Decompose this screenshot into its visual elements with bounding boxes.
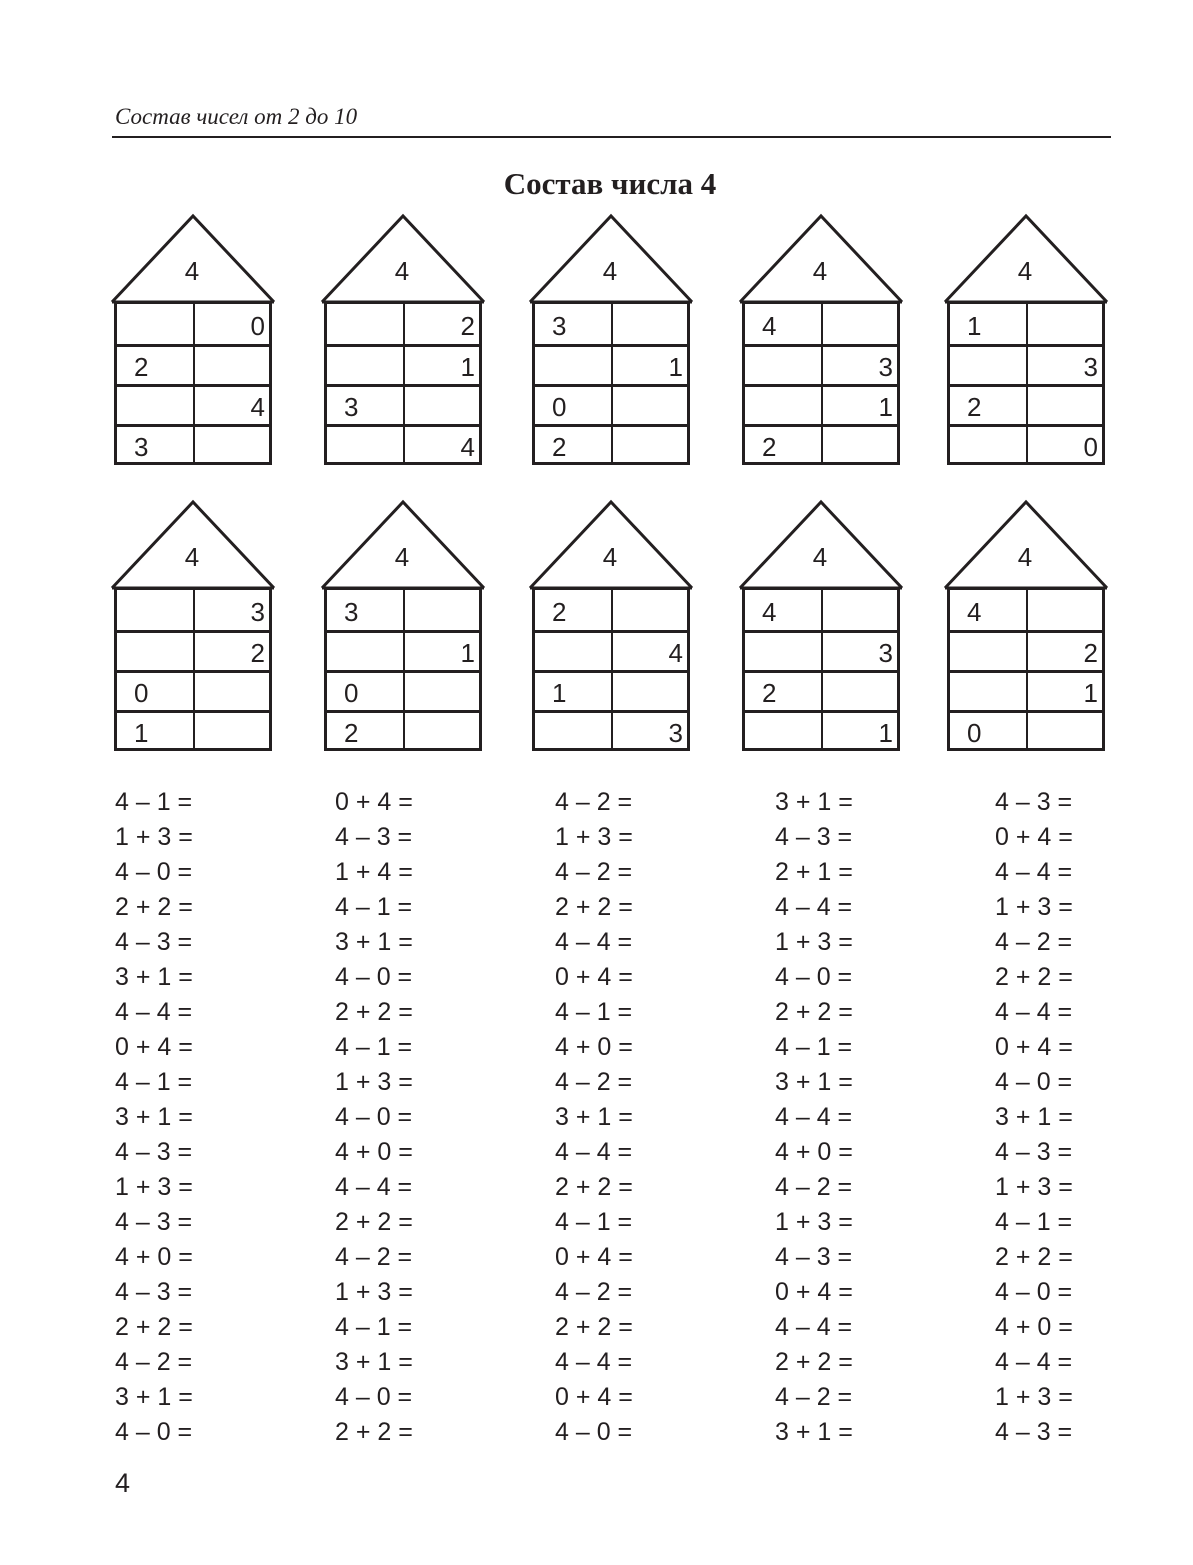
number-house bbox=[110, 500, 274, 756]
equation: 2 + 2 = bbox=[775, 998, 853, 1026]
equation: 4 – 1 = bbox=[335, 893, 413, 921]
equation: 4 – 4 = bbox=[995, 858, 1073, 886]
equation: 4 – 1 = bbox=[555, 1208, 633, 1236]
cell-right: 2 bbox=[460, 311, 475, 341]
equation: 1 + 3 = bbox=[995, 893, 1073, 921]
cell-left: 0 bbox=[344, 678, 359, 708]
house-floor bbox=[117, 304, 269, 344]
equation: 3 + 1 = bbox=[115, 1383, 193, 1411]
house-floor bbox=[117, 424, 269, 462]
cell-left: 4 bbox=[762, 597, 777, 627]
equation: 4 – 3 = bbox=[115, 928, 193, 956]
cell-left: 2 bbox=[552, 597, 567, 627]
equation: 1 + 3 = bbox=[775, 1208, 853, 1236]
house-floor bbox=[535, 630, 687, 670]
cell-right: 4 bbox=[668, 638, 683, 668]
equation: 4 – 1 = bbox=[335, 1033, 413, 1061]
house-floor bbox=[535, 710, 687, 748]
equation: 2 + 2 = bbox=[115, 1313, 193, 1341]
equation: 0 + 4 = bbox=[775, 1278, 853, 1306]
equation-column bbox=[995, 785, 1073, 1450]
equation: 3 + 1 = bbox=[555, 1103, 633, 1131]
equation: 4 – 4 = bbox=[335, 1173, 413, 1201]
cell-left: 0 bbox=[552, 392, 567, 422]
equation: 4 – 3 = bbox=[115, 1278, 193, 1306]
house-floor bbox=[327, 630, 479, 670]
house-floor bbox=[950, 424, 1102, 462]
cell-right: 2 bbox=[250, 638, 265, 668]
equation: 4 – 4 = bbox=[775, 1313, 853, 1341]
number-house bbox=[320, 214, 484, 470]
number-house bbox=[528, 214, 692, 470]
house-floor bbox=[535, 590, 687, 630]
equation: 4 – 1 = bbox=[995, 1208, 1073, 1236]
equation: 4 + 0 = bbox=[115, 1243, 193, 1271]
equation: 3 + 1 = bbox=[335, 1348, 413, 1376]
equation: 2 + 2 = bbox=[995, 1243, 1073, 1271]
house-floor bbox=[327, 384, 479, 424]
page-title: Состав числа 4 bbox=[503, 166, 717, 201]
house-floor bbox=[327, 424, 479, 462]
house-grid bbox=[947, 301, 1105, 465]
equation: 4 – 2 = bbox=[335, 1243, 413, 1271]
equation: 4 – 2 = bbox=[555, 1278, 633, 1306]
house-floor bbox=[745, 384, 897, 424]
house-floor bbox=[745, 424, 897, 462]
equation: 4 – 2 = bbox=[115, 1348, 193, 1376]
house-floor bbox=[535, 384, 687, 424]
cell-left: 1 bbox=[134, 718, 149, 748]
house-grid bbox=[114, 587, 272, 751]
equation: 3 + 1 = bbox=[115, 963, 193, 991]
equation: 1 + 3 = bbox=[335, 1278, 413, 1306]
equation: 4 – 3 = bbox=[115, 1138, 193, 1166]
number-house bbox=[528, 500, 692, 756]
house-floor bbox=[745, 630, 897, 670]
equation: 2 + 2 = bbox=[555, 1173, 633, 1201]
equation: 2 + 2 = bbox=[775, 1348, 853, 1376]
equation: 4 – 2 = bbox=[555, 788, 633, 816]
house-floor bbox=[327, 670, 479, 710]
equation: 4 – 3 = bbox=[775, 823, 853, 851]
roof-number: 4 bbox=[812, 542, 828, 572]
equation: 4 – 0 = bbox=[335, 1383, 413, 1411]
cell-right: 1 bbox=[878, 718, 893, 748]
cell-right: 3 bbox=[878, 638, 893, 668]
equation: 0 + 4 = bbox=[555, 1243, 633, 1271]
cell-left: 3 bbox=[344, 597, 359, 627]
equation: 4 – 4 = bbox=[555, 1348, 633, 1376]
equation: 0 + 4 = bbox=[555, 1383, 633, 1411]
cell-left: 2 bbox=[967, 392, 982, 422]
equation: 4 – 4 = bbox=[775, 893, 853, 921]
equation-column bbox=[115, 785, 193, 1450]
house-grid bbox=[324, 301, 482, 465]
equation: 4 – 4 = bbox=[115, 998, 193, 1026]
cell-right: 1 bbox=[878, 392, 893, 422]
equation: 4 – 4 = bbox=[555, 1138, 633, 1166]
equation: 4 – 1 = bbox=[115, 1068, 193, 1096]
page-number: 4 bbox=[115, 1468, 131, 1498]
house-floor bbox=[117, 344, 269, 384]
house-floor bbox=[117, 590, 269, 630]
house-grid bbox=[742, 587, 900, 751]
equation: 4 – 3 = bbox=[115, 1208, 193, 1236]
equation-column bbox=[555, 785, 633, 1450]
equation: 0 + 4 = bbox=[335, 788, 413, 816]
equation: 1 + 3 = bbox=[995, 1173, 1073, 1201]
equation: 3 + 1 = bbox=[115, 1103, 193, 1131]
house-floor bbox=[745, 344, 897, 384]
cell-right: 4 bbox=[460, 432, 475, 462]
equation: 4 – 0 = bbox=[335, 963, 413, 991]
equation: 4 – 2 = bbox=[775, 1173, 853, 1201]
house-floor bbox=[950, 710, 1102, 748]
house-floor bbox=[535, 670, 687, 710]
cell-left: 0 bbox=[967, 718, 982, 748]
equation: 4 – 2 = bbox=[555, 858, 633, 886]
equation: 4 – 0 = bbox=[335, 1103, 413, 1131]
cell-left: 2 bbox=[762, 432, 777, 462]
cell-left: 2 bbox=[134, 352, 149, 382]
equation: 2 + 2 = bbox=[335, 1208, 413, 1236]
equation: 4 – 2 = bbox=[555, 1068, 633, 1096]
cell-right: 2 bbox=[1083, 638, 1098, 668]
cell-left: 2 bbox=[762, 678, 777, 708]
equation: 4 – 1 = bbox=[115, 788, 193, 816]
equation: 4 + 0 = bbox=[995, 1313, 1073, 1341]
roof-number: 4 bbox=[394, 542, 410, 572]
house-grid bbox=[114, 301, 272, 465]
house-floor bbox=[327, 344, 479, 384]
equation: 1 + 3 = bbox=[335, 1068, 413, 1096]
cell-right: 3 bbox=[250, 597, 265, 627]
cell-right: 1 bbox=[1083, 678, 1098, 708]
number-house bbox=[110, 214, 274, 470]
equation: 1 + 3 = bbox=[995, 1383, 1073, 1411]
equation: 2 + 1 = bbox=[775, 858, 853, 886]
number-house bbox=[738, 214, 902, 470]
house-floor bbox=[117, 630, 269, 670]
equation: 0 + 4 = bbox=[995, 823, 1073, 851]
house-grid bbox=[532, 587, 690, 751]
equation: 4 – 1 = bbox=[335, 1313, 413, 1341]
house-grid bbox=[532, 301, 690, 465]
house-grid bbox=[324, 587, 482, 751]
cell-left: 0 bbox=[134, 678, 149, 708]
cell-left: 1 bbox=[967, 311, 982, 341]
cell-left: 2 bbox=[344, 718, 359, 748]
equation-column bbox=[775, 785, 853, 1450]
house-floor bbox=[950, 630, 1102, 670]
cell-left: 3 bbox=[344, 392, 359, 422]
house-grid bbox=[947, 587, 1105, 751]
house-floor bbox=[950, 344, 1102, 384]
house-floor bbox=[327, 590, 479, 630]
cell-right: 0 bbox=[250, 311, 265, 341]
house-grid bbox=[742, 301, 900, 465]
equation: 3 + 1 = bbox=[995, 1103, 1073, 1131]
equation: 4 – 1 = bbox=[555, 998, 633, 1026]
house-floor bbox=[950, 384, 1102, 424]
equation: 4 + 0 = bbox=[335, 1138, 413, 1166]
house-floor bbox=[535, 424, 687, 462]
equation-column bbox=[335, 785, 413, 1450]
cell-left: 4 bbox=[967, 597, 982, 627]
roof-number: 4 bbox=[1017, 256, 1033, 286]
house-floor bbox=[745, 710, 897, 748]
equation: 2 + 2 = bbox=[335, 1418, 413, 1446]
cell-left: 3 bbox=[552, 311, 567, 341]
equation: 1 + 4 = bbox=[335, 858, 413, 886]
cell-right: 1 bbox=[460, 352, 475, 382]
house-floor bbox=[535, 304, 687, 344]
roof-number: 4 bbox=[1017, 542, 1033, 572]
equation: 1 + 3 = bbox=[115, 1173, 193, 1201]
cell-left: 3 bbox=[134, 432, 149, 462]
cell-right: 3 bbox=[1083, 352, 1098, 382]
equation: 4 – 4 = bbox=[995, 1348, 1073, 1376]
cell-right: 1 bbox=[668, 352, 683, 382]
equation: 3 + 1 = bbox=[335, 928, 413, 956]
equation: 1 + 3 = bbox=[555, 823, 633, 851]
cell-left: 4 bbox=[762, 311, 777, 341]
equation: 0 + 4 = bbox=[115, 1033, 193, 1061]
equation: 4 – 4 = bbox=[555, 928, 633, 956]
equation: 2 + 2 = bbox=[555, 893, 633, 921]
cell-right: 1 bbox=[460, 638, 475, 668]
equation: 4 – 2 = bbox=[775, 1383, 853, 1411]
equation: 4 – 3 = bbox=[995, 1418, 1073, 1446]
roof-number: 4 bbox=[394, 256, 410, 286]
equation: 0 + 4 = bbox=[555, 963, 633, 991]
equation: 4 – 0 = bbox=[995, 1278, 1073, 1306]
cell-right: 4 bbox=[250, 392, 265, 422]
equation: 0 + 4 = bbox=[995, 1033, 1073, 1061]
equation: 4 – 4 = bbox=[995, 998, 1073, 1026]
equation: 4 – 3 = bbox=[995, 1138, 1073, 1166]
house-floor bbox=[745, 670, 897, 710]
cell-right: 3 bbox=[668, 718, 683, 748]
house-floor bbox=[535, 344, 687, 384]
equation: 4 – 0 = bbox=[995, 1068, 1073, 1096]
equation: 2 + 2 = bbox=[115, 893, 193, 921]
equation: 4 – 0 = bbox=[775, 963, 853, 991]
equation: 4 – 0 = bbox=[115, 858, 193, 886]
house-floor bbox=[950, 304, 1102, 344]
equation: 4 + 0 = bbox=[775, 1138, 853, 1166]
house-floor bbox=[745, 304, 897, 344]
house-floor bbox=[745, 590, 897, 630]
house-floor bbox=[117, 384, 269, 424]
equation: 3 + 1 = bbox=[775, 788, 853, 816]
house-floor bbox=[327, 710, 479, 748]
running-header: Состав чисел от 2 до 10 bbox=[115, 104, 358, 129]
house-floor bbox=[117, 670, 269, 710]
equation: 2 + 2 = bbox=[555, 1313, 633, 1341]
equation: 4 – 2 = bbox=[995, 928, 1073, 956]
equation: 1 + 3 = bbox=[775, 928, 853, 956]
equation: 4 – 3 = bbox=[775, 1243, 853, 1271]
cell-right: 0 bbox=[1083, 432, 1098, 462]
number-house bbox=[738, 500, 902, 756]
equation: 4 – 0 = bbox=[555, 1418, 633, 1446]
equation: 4 – 3 = bbox=[995, 788, 1073, 816]
house-floor bbox=[117, 710, 269, 748]
header-divider bbox=[112, 136, 1111, 138]
equation: 1 + 3 = bbox=[115, 823, 193, 851]
roof-number: 4 bbox=[184, 256, 200, 286]
equation: 4 + 0 = bbox=[555, 1033, 633, 1061]
roof-number: 4 bbox=[602, 542, 618, 572]
roof-number: 4 bbox=[812, 256, 828, 286]
equation: 3 + 1 = bbox=[775, 1418, 853, 1446]
house-floor bbox=[327, 304, 479, 344]
equation: 4 – 3 = bbox=[335, 823, 413, 851]
equation: 2 + 2 = bbox=[995, 963, 1073, 991]
house-floor bbox=[950, 590, 1102, 630]
equation: 3 + 1 = bbox=[775, 1068, 853, 1096]
cell-right: 3 bbox=[878, 352, 893, 382]
roof-number: 4 bbox=[602, 256, 618, 286]
house-floor bbox=[950, 670, 1102, 710]
number-house bbox=[943, 214, 1107, 470]
cell-left: 2 bbox=[552, 432, 567, 462]
number-house bbox=[943, 500, 1107, 756]
equation: 4 – 0 = bbox=[115, 1418, 193, 1446]
equation: 4 – 1 = bbox=[775, 1033, 853, 1061]
cell-left: 1 bbox=[552, 678, 567, 708]
roof-number: 4 bbox=[184, 542, 200, 572]
equation: 2 + 2 = bbox=[335, 998, 413, 1026]
equation: 4 – 4 = bbox=[775, 1103, 853, 1131]
number-house bbox=[320, 500, 484, 756]
